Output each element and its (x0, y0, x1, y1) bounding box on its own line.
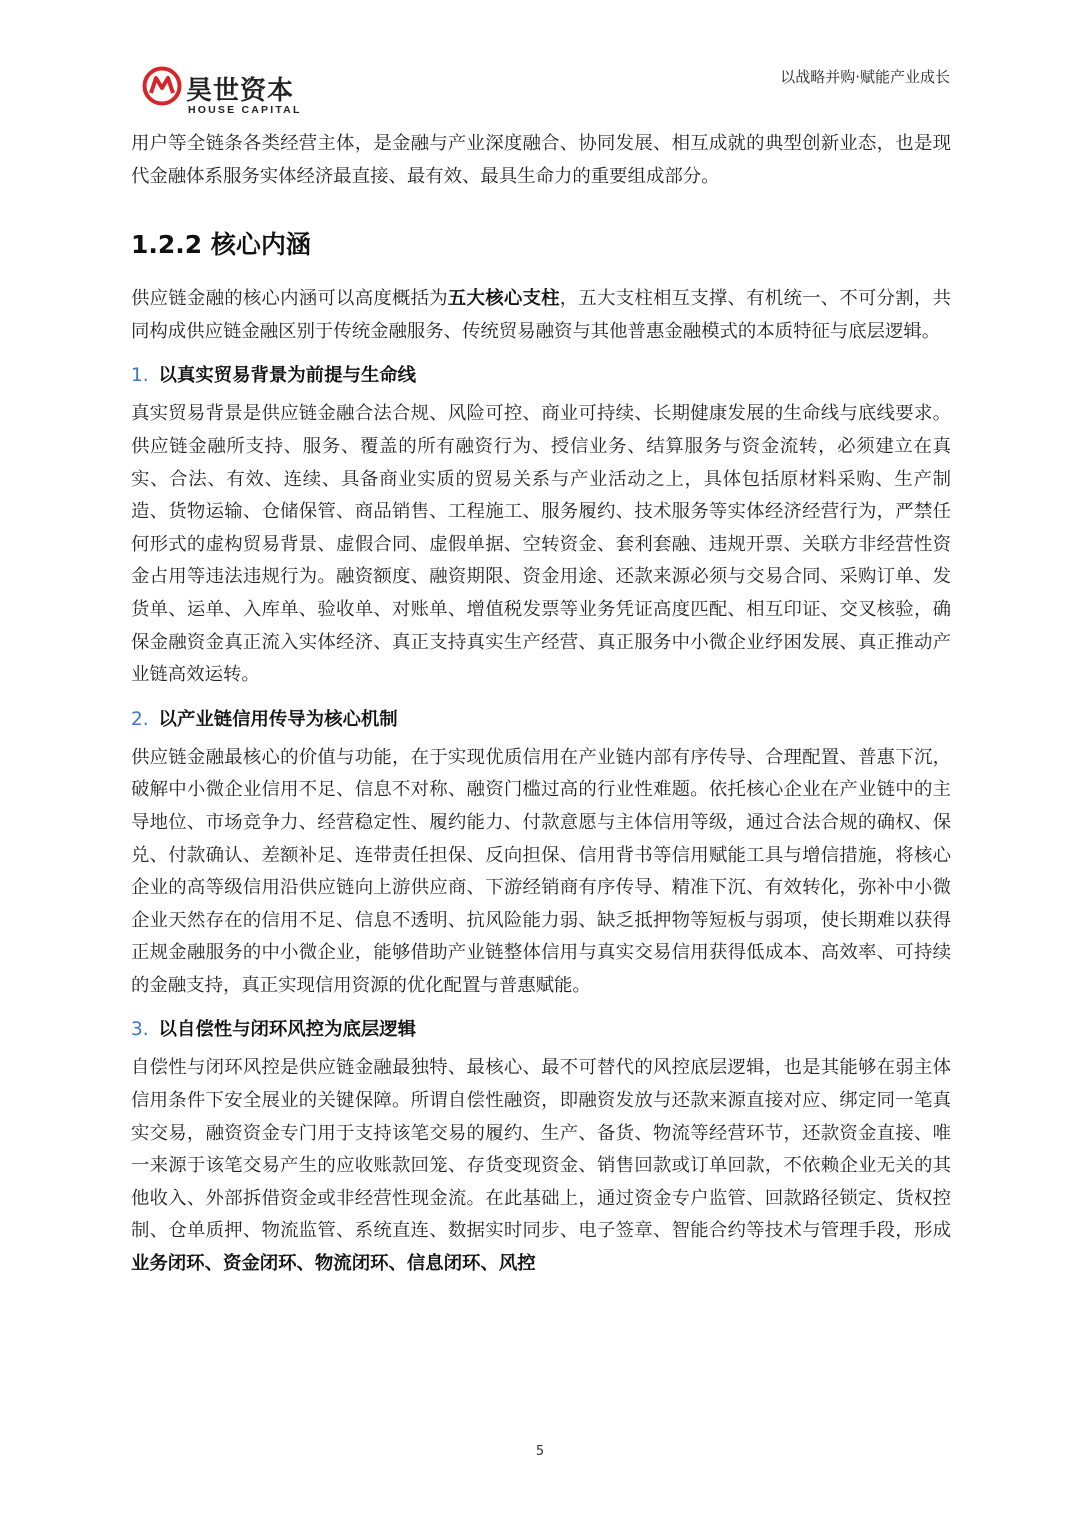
brand-name-en: HOUSE CAPITAL (188, 104, 302, 116)
list-item-paragraph (131, 1052, 951, 1280)
paragraph-bold-text: 业务闭环、资金闭环、物流闭环、信息闭环、风控 (131, 1253, 536, 1275)
section-lead-paragraph (131, 283, 951, 348)
lead-text-before: 供应链金融的核心内涵可以高度概括为 (131, 288, 448, 310)
list-item-title-text: 以自偿性与闭环风控为底层逻辑 (158, 1019, 417, 1041)
list-item-title (131, 705, 951, 735)
page-header (0, 0, 1080, 130)
page-number: 5 (535, 1444, 545, 1459)
list-item-title (131, 361, 951, 391)
list-item-title (131, 1015, 951, 1045)
list-item-number: 1. (131, 365, 149, 387)
list-item-title-text: 以真实贸易背景为前提与生命线 (158, 365, 417, 387)
list-item-paragraph: 供应链金融最核心的价值与功能，在于实现优质信用在产业链内部有序传导、合理配置、普惠下沉，破解中小微企业信用不足、信息不对称、融资门槛过高的行业性难题。依托核心企业在产业链中的主导地位、市场竞争力、经营稳定性、履约能力、付款意愿与主体信用等级，通过合法合规的确权、保兑、付款确认、差额补足、连带责任担保、反向担保、信用背书等信用赋能工具与增信措施，将核心企业的高等级信用沿供应链向上游供应商、下游经销商有序传导、精准下沉、有效转化，弥补中小微企业天然存在的信用不足、信息不透明、抗风险能力弱、缺乏抵押物等短板与弱项，使长期难以获得正规金融服务的中小微企业，能够借助产业链整体信用与真实交易信用获得低成本、高效率、可持续的金融支持，真正实现信用资源的优化配置与普惠赋能。 (131, 746, 951, 996)
paragraph-text: 自偿性与闭环风控是供应链金融最独特、最核心、最不可替代的风控底层逻辑，也是其能够在弱主体信用条件下安全展业的关键保障。所谓自偿性融资，即融资发放与还款来源直接对应、绑定同一笔真实交易，融资资金专门用于支持该笔交易的履约、生产、备货、物流等经营环节，还款资金直接、唯一来源于该笔交易产生的应收账款回笼、存货变现资金、销售回款或订单回款，不依赖企业无关的其他收入、外部拆借资金或非经营性现金流。在此基础上，通过资金专户监管、回款路径锁定、货权控制、仓单质押、物流监管、系统直连、数据实时同步、电子签章、智能合约等技术与管理手段，形成 (131, 1057, 951, 1242)
list-item-number: 3. (131, 1019, 149, 1041)
section-heading: 1.2.2 核心内涵 (131, 230, 311, 260)
intro-paragraph: 用户等全链条各类经营主体，是金融与产业深度融合、协同发展、相互成就的典型创新业态，也是现代金融体系服务实体经济最直接、最有效、最具生命力的重要组成部分。 (131, 133, 951, 187)
list-item-paragraph: 真实贸易背景是供应链金融合法合规、风险可控、商业可持续、长期健康发展的生命线与底线要求。供应链金融所支持、服务、覆盖的所有融资行为、授信业务、结算服务与资金流转，必须建立在真实、合法、有效、连续、具备商业实质的贸易关系与产业活动之上，具体包括原材料采购、生产制造、货物运输、仓储保管、商品销售、工程施工、服务履约、技术服务等实体经济经营行为，严禁任何形式的虚构贸易背景、虚假合同、虚假单据、空转资金、套利套融、违规开票、关联方非经营性资金占用等违法违规行为。融资额度、融资期限、资金用途、还款来源必须与交易合同、采购订单、发货单、运单、入库单、验收单、对账单、增值税发票等业务凭证高度匹配、相互印证、交叉核验，确保金融资金真正流入实体经济、真正支持真实生产经营、真正服务中小微企业纾困发展、真正推动产业链高效运转。 (131, 403, 951, 686)
list-item-number: 2. (131, 708, 149, 730)
house-capital-logo-icon (142, 66, 182, 106)
brand-name-cn: 昊世资本 (186, 76, 295, 106)
list-item-title-text: 以产业链信用传导为核心机制 (158, 708, 398, 730)
lead-text-bold: 五大核心支柱 (447, 288, 560, 310)
house-capital-logo (142, 66, 322, 122)
header-slogan: 以战略并购·赋能产业成长 (780, 68, 950, 86)
page-content (131, 128, 951, 1281)
lead-text-after: ，五大支柱相互支撑、有机统一、不可分割，共同构成供应链金融区别于传统金融服务、传统贸易融资与其他普惠金融模式的本质特征与底层逻辑。 (131, 288, 951, 342)
